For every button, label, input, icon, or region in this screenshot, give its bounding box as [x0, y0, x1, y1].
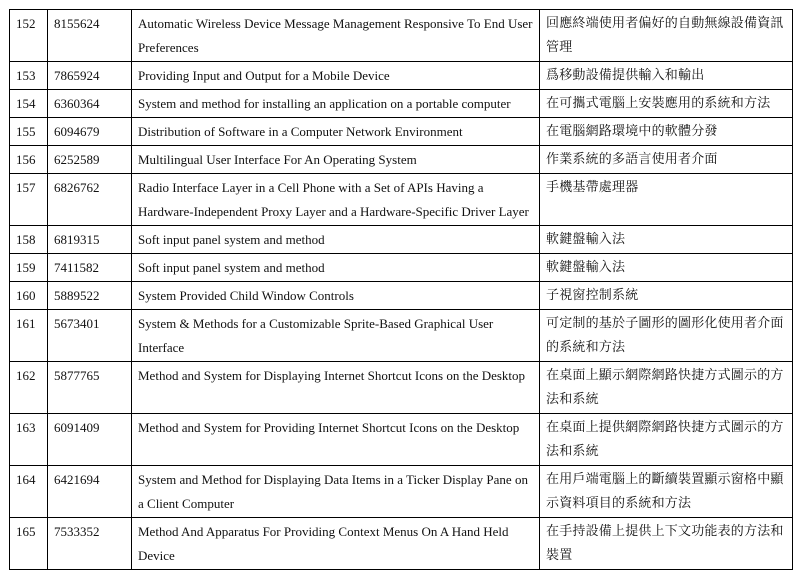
english-title: Soft input panel system and method [132, 226, 540, 254]
english-title: Method and System for Providing Internet Shortcut Icons on the Desktop [132, 414, 540, 466]
patent-number: 6819315 [48, 226, 132, 254]
patent-number: 7865924 [48, 62, 132, 90]
table-row [10, 518, 793, 570]
table-row [10, 310, 793, 362]
table-row [10, 362, 793, 414]
row-number: 157 [10, 174, 48, 226]
row-number: 162 [10, 362, 48, 414]
patent-number: 6360364 [48, 90, 132, 118]
row-number: 153 [10, 62, 48, 90]
english-title: Method and System for Displaying Internet Shortcut Icons on the Desktop [132, 362, 540, 414]
chinese-title: 可定制的基於子圖形的圖形化使用者介面的系統和方法 [540, 310, 793, 362]
chinese-title: 作業系統的多語言使用者介面 [540, 146, 793, 174]
chinese-title: 在電腦網路環境中的軟體分發 [540, 118, 793, 146]
table-row [10, 62, 793, 90]
patent-number: 6091409 [48, 414, 132, 466]
patent-number: 5673401 [48, 310, 132, 362]
chinese-title: 子視窗控制系統 [540, 282, 793, 310]
chinese-title: 在桌面上提供網際網路快捷方式圖示的方法和系統 [540, 414, 793, 466]
row-number: 158 [10, 226, 48, 254]
table-row [10, 466, 793, 518]
chinese-title: 在可攜式電腦上安裝應用的系統和方法 [540, 90, 793, 118]
row-number: 159 [10, 254, 48, 282]
row-number: 152 [10, 10, 48, 62]
patent-number: 7533352 [48, 518, 132, 570]
chinese-title: 回應終端使用者偏好的自動無線設備資訊管理 [540, 10, 793, 62]
english-title: Providing Input and Output for a Mobile Device [132, 62, 540, 90]
english-title: Distribution of Software in a Computer Network Environment [132, 118, 540, 146]
english-title: System and Method for Displaying Data Items in a Ticker Display Pane on a Client Computer [132, 466, 540, 518]
table-row [10, 226, 793, 254]
table-row [10, 90, 793, 118]
chinese-title: 在桌面上顯示網際網路快捷方式圖示的方法和系統 [540, 362, 793, 414]
row-number: 161 [10, 310, 48, 362]
english-title: System Provided Child Window Controls [132, 282, 540, 310]
table-row [10, 254, 793, 282]
patent-table-body [10, 10, 793, 570]
patent-number: 6421694 [48, 466, 132, 518]
patent-number: 5889522 [48, 282, 132, 310]
table-row [10, 282, 793, 310]
table-row [10, 146, 793, 174]
patent-table [9, 9, 793, 570]
english-title: System and method for installing an application on a portable computer [132, 90, 540, 118]
english-title: Soft input panel system and method [132, 254, 540, 282]
chinese-title: 在用戶端電腦上的斷續裝置顯示窗格中顯示資料項目的系統和方法 [540, 466, 793, 518]
patent-number: 6094679 [48, 118, 132, 146]
english-title: System & Methods for a Customizable Sprite-Based Graphical User Interface [132, 310, 540, 362]
row-number: 154 [10, 90, 48, 118]
patent-number: 6252589 [48, 146, 132, 174]
table-row [10, 174, 793, 226]
patent-number: 6826762 [48, 174, 132, 226]
chinese-title: 在手持設備上提供上下文功能表的方法和裝置 [540, 518, 793, 570]
patent-number: 5877765 [48, 362, 132, 414]
english-title: Radio Interface Layer in a Cell Phone with a Set of APIs Having a Hardware-Independent Proxy Layer and a Hardware-Specific Driver Layer [132, 174, 540, 226]
row-number: 163 [10, 414, 48, 466]
chinese-title: 軟鍵盤輸入法 [540, 254, 793, 282]
english-title: Method And Apparatus For Providing Context Menus On A Hand Held Device [132, 518, 540, 570]
chinese-title: 手機基帶處理器 [540, 174, 793, 226]
patent-number: 7411582 [48, 254, 132, 282]
row-number: 160 [10, 282, 48, 310]
table-row [10, 414, 793, 466]
english-title: Multilingual User Interface For An Operating System [132, 146, 540, 174]
table-row [10, 10, 793, 62]
row-number: 156 [10, 146, 48, 174]
row-number: 165 [10, 518, 48, 570]
row-number: 155 [10, 118, 48, 146]
chinese-title: 爲移動設備提供輸入和輸出 [540, 62, 793, 90]
chinese-title: 軟鍵盤輸入法 [540, 226, 793, 254]
table-row [10, 118, 793, 146]
english-title: Automatic Wireless Device Message Management Responsive To End User Preferences [132, 10, 540, 62]
row-number: 164 [10, 466, 48, 518]
patent-number: 8155624 [48, 10, 132, 62]
